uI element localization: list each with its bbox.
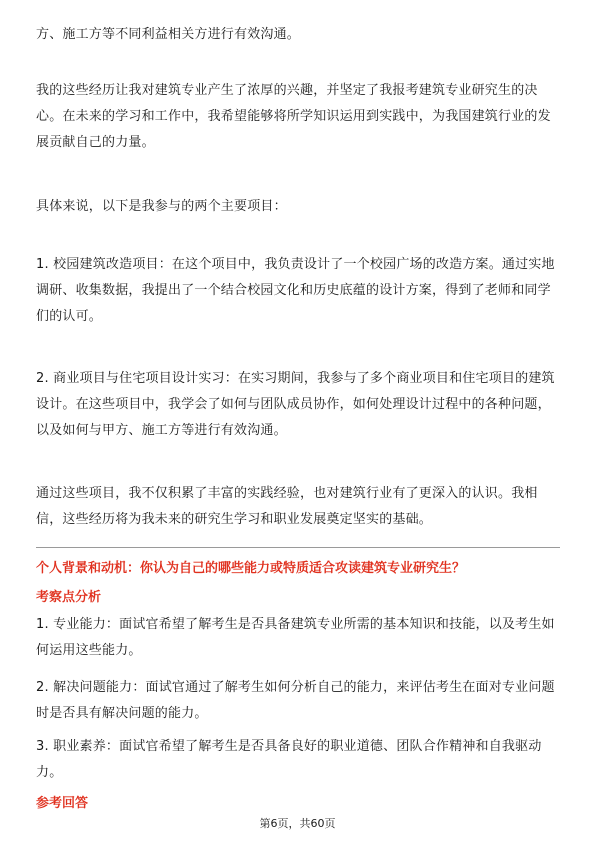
analysis-point-3: 3. 职业素养：面试官希望了解考生是否具备良好的职业道德、团队合作精神和自我驱动力。 <box>36 739 542 780</box>
page-number-footer: 第6页，共60页 <box>259 817 336 830</box>
paragraph-interest: 我的这些经历让我对建筑专业产生了浓厚的兴趣，并坚定了我报考建筑专业研究生的决心。在未来的学习和工作中，我希望能够将所学知识运用到实践中，为我国建筑行业的发展贡献自己的力量。 <box>36 83 551 150</box>
analysis-point-2: 2. 解决问题能力：面试官通过了解考生如何分析自己的能力，来评估考生在面对专业问题时是否具有解决问题的能力。 <box>36 680 555 721</box>
project-item-1: 1. 校园建筑改造项目：在这个项目中，我负责设计了一个校园广场的改造方案。通过实地调研、收集数据，我提出了一个结合校园文化和历史底蕴的设计方案，得到了老师和同学们的认可。 <box>36 257 555 324</box>
section-divider <box>36 547 560 548</box>
paragraph-continuation: 方、施工方等不同利益相关方进行有效沟通。 <box>36 27 301 42</box>
paragraph-conclusion: 通过这些项目，我不仅积累了丰富的实践经验，也对建筑行业有了更深入的认识。我相信，这些经历将为我未来的研究生学习和职业发展奠定坚实的基础。 <box>36 486 538 527</box>
project-item-2: 2. 商业项目与住宅项目设计实习：在实习期间，我参与了多个商业项目和住宅项目的建筑设计。在这些项目中，我学会了如何与团队成员协作，如何处理设计过程中的各种问题，以及如何与甲方、施工方等进行有效沟通。 <box>36 371 555 438</box>
interview-question: 个人背景和动机：你认为自己的哪些能力或特质适合攻读建筑专业研究生？ <box>36 561 466 576</box>
paragraph-intro: 具体来说，以下是我参与的两个主要项目： <box>36 199 287 214</box>
answer-heading: 参考回答 <box>36 796 89 811</box>
analysis-point-1: 1. 专业能力：面试官希望了解考生是否具备建筑专业所需的基本知识和技能，以及考生如何运用这些能力。 <box>36 617 555 658</box>
analysis-heading: 考察点分析 <box>36 590 102 605</box>
